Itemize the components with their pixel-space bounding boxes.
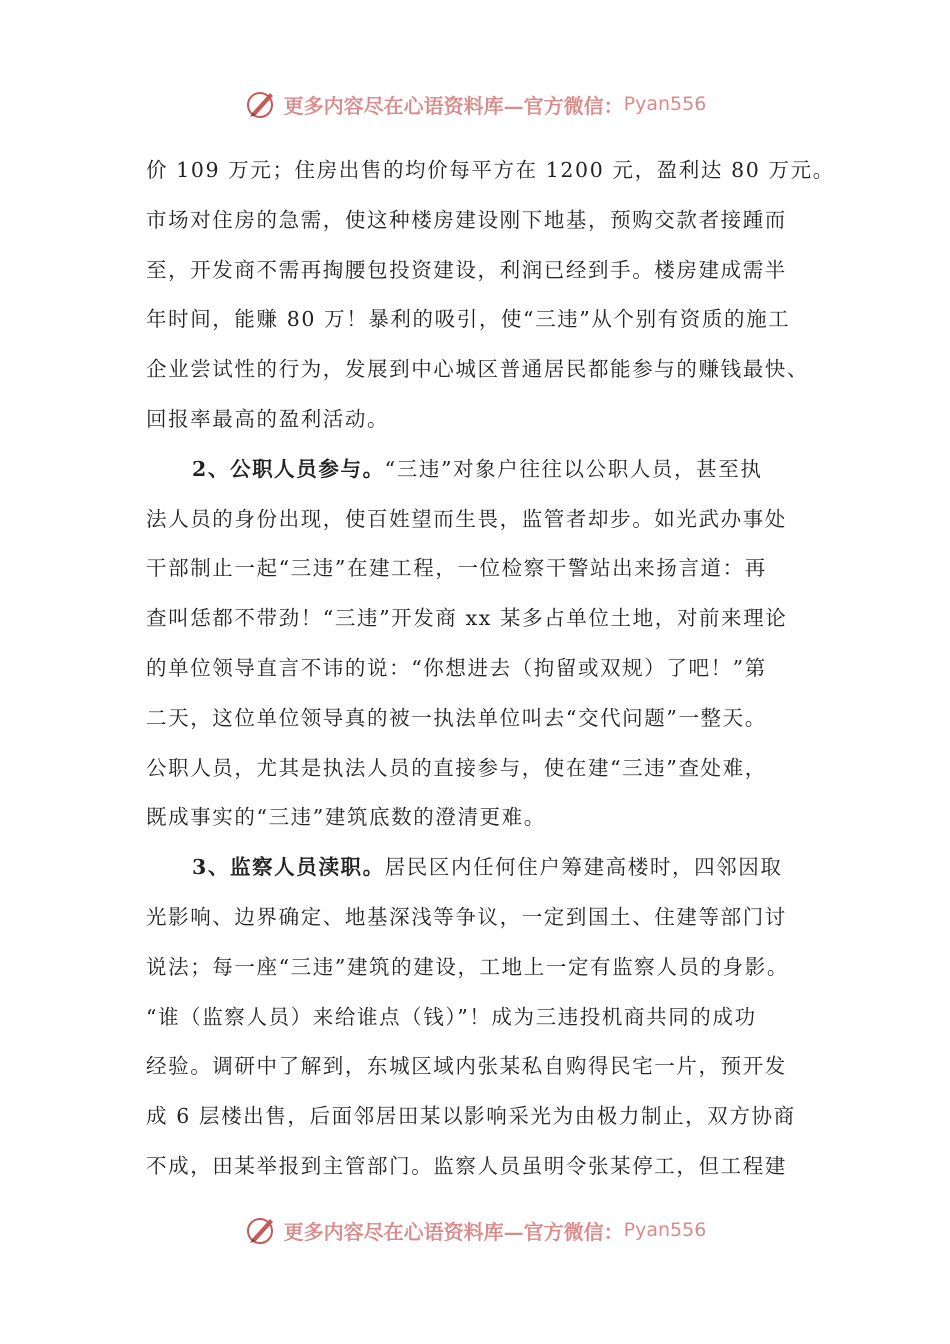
body-line: 的单位领导直言不讳的说：“你想进去（拘留或双规）了吧！”第 — [146, 655, 767, 680]
header-banner-text: 更多内容尽在心语资料库—官方微信： — [283, 93, 624, 118]
section-2-number: 2、 — [192, 456, 230, 481]
body-line: 光影响、边界确定、地基深浅等争议，一定到国土、住建等部门讨 — [146, 904, 787, 929]
document-body — [146, 146, 835, 1192]
pen-logo-icon — [244, 87, 278, 121]
section-3-lead: 居民区内任何住户筹建高楼时，四邻因取 — [384, 855, 783, 880]
body-line: 年时间，能赚 80 万！暴利的吸引，使“三违”从个别有资质的施工 — [146, 307, 791, 332]
body-line: 不成，田某举报到主管部门。监察人员虽明令张某停工，但工程建 — [146, 1153, 787, 1178]
body-line: 市场对住房的急需，使这种楼房建设刚下地基，预购交款者接踵而 — [146, 207, 787, 232]
footer-banner-text: 更多内容尽在心语资料库—官方微信： — [283, 1219, 624, 1244]
body-line: 回报率最高的盈利活动。 — [146, 406, 390, 431]
body-line: 成 6 层楼出售，后面邻居田某以影响采光为由极力制止，双方协商 — [146, 1104, 796, 1129]
body-line: 价 109 万元；住房出售的均价每平方在 1200 元，盈利达 80 万元。 — [146, 158, 835, 182]
body-line: 二天，这位单位领导真的被一执法单位叫去“交代问题”一整天。 — [146, 705, 767, 730]
body-line: 公职人员，尤其是执法人员的直接参与，使在建“三违”查处难， — [146, 755, 767, 780]
body-line: 既成事实的“三违”建筑底数的澄清更难。 — [146, 805, 546, 830]
pen-logo-icon — [244, 1213, 278, 1247]
body-line: 企业尝试性的行为，发展到中心城区普通居民都能参与的赚钱最快、 — [146, 357, 809, 382]
section-3-first-line — [146, 843, 826, 893]
section-2-first-line — [146, 445, 826, 495]
body-line: “谁（监察人员）来给谁点（钱）”！成为三违投机商共同的成功 — [146, 1004, 757, 1029]
body-line: 法人员的身份出现，使百姓望而生畏，监管者却步。如光武办事处 — [146, 506, 787, 531]
footer-banner — [0, 1210, 950, 1250]
header-wechat-id: Pyan556 — [623, 93, 707, 115]
section-2-lead: “三违”对象户往往以公职人员，甚至执 — [384, 456, 763, 481]
body-line: 说法；每一座“三违”建筑的建设，工地上一定有监察人员的身影。 — [146, 954, 789, 979]
body-line: 干部制止一起“三违”在建工程，一位检察干警站出来扬言道：再 — [146, 556, 767, 581]
footer-wechat-id: Pyan556 — [623, 1219, 707, 1241]
section-3-number: 3、 — [192, 855, 230, 880]
header-banner — [0, 84, 950, 124]
section-2-heading: 公职人员参与。 — [229, 456, 385, 481]
body-line: 至，开发商不需再掏腰包投资建设，利润已经到手。楼房建成需半 — [146, 257, 787, 282]
body-line: 经验。调研中了解到，东城区域内张某私自购得民宅一片，预开发 — [146, 1054, 787, 1079]
section-3-heading: 监察人员渎职。 — [229, 855, 385, 880]
body-line: 查叫恁都不带劲！“三违”开发商 xx 某多占单位土地，对前来理论 — [146, 606, 788, 631]
